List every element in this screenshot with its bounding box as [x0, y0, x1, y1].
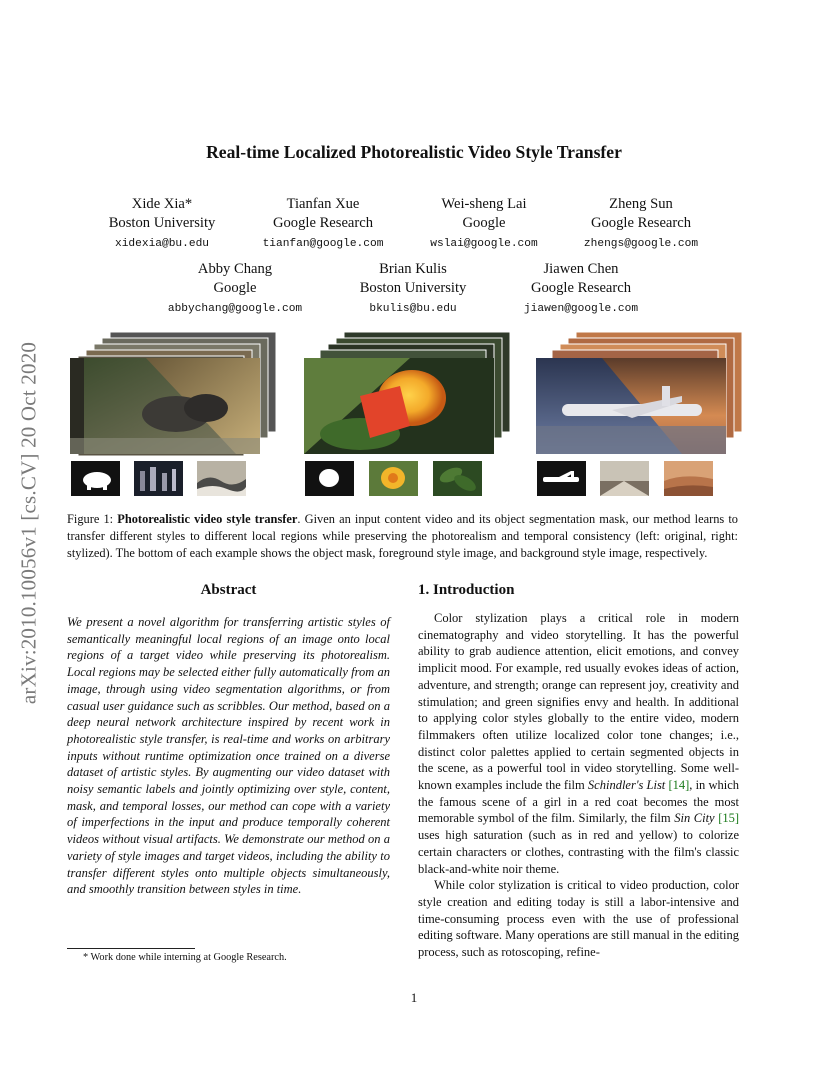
film-title-schindlers-list: Schindler's List: [587, 778, 666, 793]
author-block: [135, 260, 335, 319]
author-affiliation: Boston University: [108, 215, 216, 231]
author-affiliation: Google: [213, 280, 257, 296]
author-affiliation: Google Research: [530, 280, 632, 296]
citation-link[interactable]: [14]: [668, 778, 690, 793]
author-email: abbychang@google.com: [167, 303, 303, 315]
author-name: Tianfan Xue: [286, 196, 360, 212]
author-email: jiawen@google.com: [523, 303, 639, 315]
author-block: [481, 260, 681, 319]
author-block: [541, 195, 741, 254]
intro-body: [418, 610, 739, 961]
abstract-text: We present a novel algorithm for transferring artistic styles of semantically meaningful local regions of an image onto local regions of a target video while preserving its photorealism. Local regions may be selected either fully automatically from an image, through using video segmentation algorithms, or from casual user guidance such as scribbles. Our method, based on a deep neural network architecture inspired by recent work in photorealistic style transfer, is real-time and works on arbitrary inputs without runtime optimization once trained on a diverse dataset of artistic styles. By augmenting our video dataset with noisy semantic labels and jointly optimizing over style, content, mask, and temporal losses, our method can cope with a variety of imperfections in the input and produce temporally coherent videos without visual artifacts. We demonstrate our method on a variety of style images and target videos, including the ability to transfer different styles onto multiple objects simultaneously, and smoothly transition between styles in time.: [67, 615, 390, 897]
author-name: Brian Kulis: [379, 261, 447, 277]
author-affiliation: Google: [462, 215, 506, 231]
film-title-sin-city: Sin City: [674, 811, 715, 826]
figure-caption-title: Photorealistic video style transfer: [117, 512, 298, 526]
rhino-background-style-thumbnail: [197, 461, 246, 496]
airplane-foreground-style-thumbnail: [600, 461, 649, 496]
intro-paragraph-1: Color stylization plays a critical role in modern cinematography and video storytelling. It has the powerful ability to grab audience attention, elicit emotions, and convey implicit mood. For example, red usually evokes ideas of action, adventure, and strength; orange can represent joy, creativity and stimulation; and green signifies envy and health. In additional to applying color styles globally to the entire video, modern filmmakers often utilize localized color tone changes; i.e., distinct color palettes applied to certain segmented objects in the scene, as a powerful tool in video storytelling. Some well-known examples include the film Schindler's List [14], in which the famous scene of a girl in a red coat becomes the most memorable symbol of the film. Similarly, the film Sin City [15] uses high saturation (such as in red and yellow) to colorize certain characters or clothes, contrasting with the film's classic black-and-white noir theme.: [418, 611, 740, 876]
page-number: 1: [410, 990, 418, 1005]
intro-paragraph-2: While color stylization is critical to video production, color style creation and editing today is still a labor-intensive and time-consuming process even with the use of professional editing software. Many operations are still manual in the editing process, such as rotoscoping, refine-: [418, 878, 739, 960]
figure-example-flower: [300, 326, 520, 456]
rhino-mask-thumbnail: [71, 461, 120, 496]
author-affiliation: Google Research: [272, 215, 374, 231]
figure-caption-text: . Given an input content video and its object segmentation mask, our method learns to transfer different styles to different local regions while preserving the photorealism and temporal consistency (left: original, right: stylized). The bottom of each example shows the object mask, foreground style image, and background style image, respectively.: [67, 512, 739, 560]
flower-foreground-style-thumbnail: [369, 461, 418, 496]
author-name: Abby Chang: [197, 261, 273, 277]
author-email: zhengs@google.com: [583, 238, 699, 250]
author-name: Wei-sheng Lai: [441, 196, 527, 212]
footnote: * Work done while interning at Google Research.: [83, 952, 287, 963]
figure-example-airplane: [532, 326, 752, 456]
author-email: xidexia@bu.edu: [115, 238, 209, 250]
figure-caption: [67, 511, 738, 562]
paper-title: Real-time Localized Photorealistic Video Style Transfer: [206, 142, 622, 162]
arxiv-side-label-container: [16, 288, 42, 758]
author-email: bkulis@bu.edu: [369, 303, 457, 315]
author-name: Xide Xia*: [131, 196, 193, 212]
figure-example-rhino: [66, 326, 286, 456]
author-name: Zheng Sun: [609, 196, 673, 212]
author-affiliation: Google Research: [590, 215, 692, 231]
arxiv-side-label: arXiv:2010.10056v1 [cs.CV] 20 Oct 2020: [16, 341, 41, 705]
flower-mask-thumbnail: [305, 461, 354, 496]
footnote-rule: [67, 948, 195, 949]
intro-heading: 1. Introduction: [418, 582, 515, 598]
airplane-mask-thumbnail: [537, 461, 586, 496]
rhino-foreground-style-thumbnail: [134, 461, 183, 496]
author-affiliation: Boston University: [359, 280, 467, 296]
abstract-heading: Abstract: [200, 582, 257, 598]
author-email: tianfan@google.com: [262, 238, 384, 250]
author-name: Jiawen Chen: [543, 261, 619, 277]
flower-background-style-thumbnail: [433, 461, 482, 496]
author-email: wslai@google.com: [430, 238, 538, 250]
figure-label: Figure 1:: [67, 512, 114, 526]
citation-link[interactable]: [15]: [718, 811, 740, 826]
airplane-background-style-thumbnail: [664, 461, 713, 496]
